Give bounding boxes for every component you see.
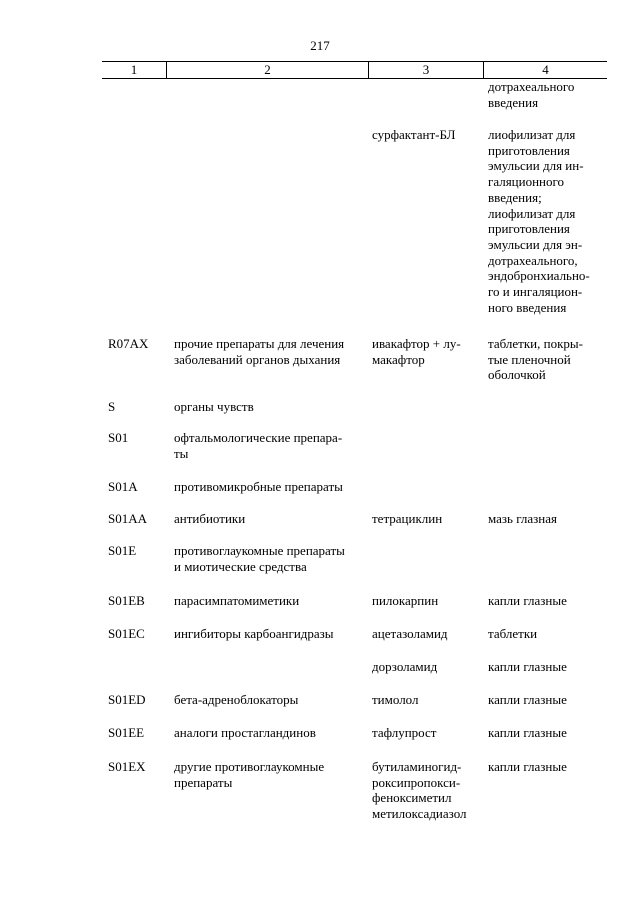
- drug-cell: сурфактант-БЛ: [372, 127, 456, 142]
- header-col-3: 3: [368, 62, 483, 78]
- atc-code-cell: S: [108, 399, 116, 414]
- atc-code-cell: S01ED: [108, 692, 146, 707]
- group-cell: органы чувств: [174, 399, 254, 414]
- header-col-1: 1: [130, 62, 138, 77]
- dosage-form-cell: капли глазные: [488, 759, 567, 774]
- atc-code-cell: S01AA: [108, 511, 148, 526]
- drug-cell: ивакафтор + лу- макафтор: [372, 336, 461, 367]
- dosage-form-cell: мазь глазная: [488, 511, 557, 526]
- dosage-form-cell: капли глазные: [488, 659, 567, 674]
- group-cell: антибиотики: [174, 511, 246, 526]
- header-col-2: 2: [166, 62, 368, 78]
- table-header: [102, 61, 607, 79]
- drug-cell: бутиламиногид- роксипропокси- феноксиметил метилоксадиазол: [372, 759, 467, 822]
- dosage-form-cell: капли глазные: [488, 725, 567, 740]
- group-cell: офтальмологические препара- ты: [174, 430, 343, 461]
- atc-code-cell: R07AX: [108, 336, 149, 351]
- dosage-form-cell: лиофилизат для приготовления эмульсии для ин- галяционного введения; лиофилизат для приготовления эмульсии для эн- дотрахеального, эндобронхиально- го и ингаляцион- ного введения: [488, 127, 590, 315]
- group-cell: другие противоглаукомные препараты: [174, 759, 325, 790]
- drug-cell: пилокарпин: [372, 593, 439, 608]
- atc-code-cell: S01EB: [108, 593, 145, 608]
- group-cell: ингибиторы карбоангидразы: [174, 626, 334, 641]
- page-number: 217: [310, 38, 330, 53]
- header-col-4: 4: [483, 62, 607, 78]
- group-cell: парасимпатомиметики: [174, 593, 300, 608]
- dosage-form-cell: капли глазные: [488, 692, 567, 707]
- dosage-form-cell: таблетки: [488, 626, 538, 641]
- atc-code-cell: S01EC: [108, 626, 145, 641]
- atc-code-cell: S01E: [108, 543, 137, 558]
- drug-cell: тимолол: [372, 692, 419, 707]
- atc-code-cell: S01EX: [108, 759, 146, 774]
- dosage-form-cell: капли глазные: [488, 593, 567, 608]
- dosage-form-cell: таблетки, покры- тые пленочной оболочкой: [488, 336, 583, 383]
- group-cell: аналоги простагландинов: [174, 725, 316, 740]
- group-cell: противомикробные препараты: [174, 479, 343, 494]
- group-cell: прочие препараты для лечения заболеваний органов дыхания: [174, 336, 345, 367]
- drug-cell: тафлупрост: [372, 725, 437, 740]
- atc-code-cell: S01A: [108, 479, 138, 494]
- drug-cell: дорзоламид: [372, 659, 438, 674]
- dosage-form-cell: дотрахеального введения: [488, 79, 575, 110]
- drug-cell: тетрациклин: [372, 511, 443, 526]
- group-cell: бета-адреноблокаторы: [174, 692, 299, 707]
- atc-code-cell: S01EE: [108, 725, 145, 740]
- group-cell: противоглаукомные препараты и миотические средства: [174, 543, 345, 574]
- drug-cell: ацетазоламид: [372, 626, 448, 641]
- atc-code-cell: S01: [108, 430, 129, 445]
